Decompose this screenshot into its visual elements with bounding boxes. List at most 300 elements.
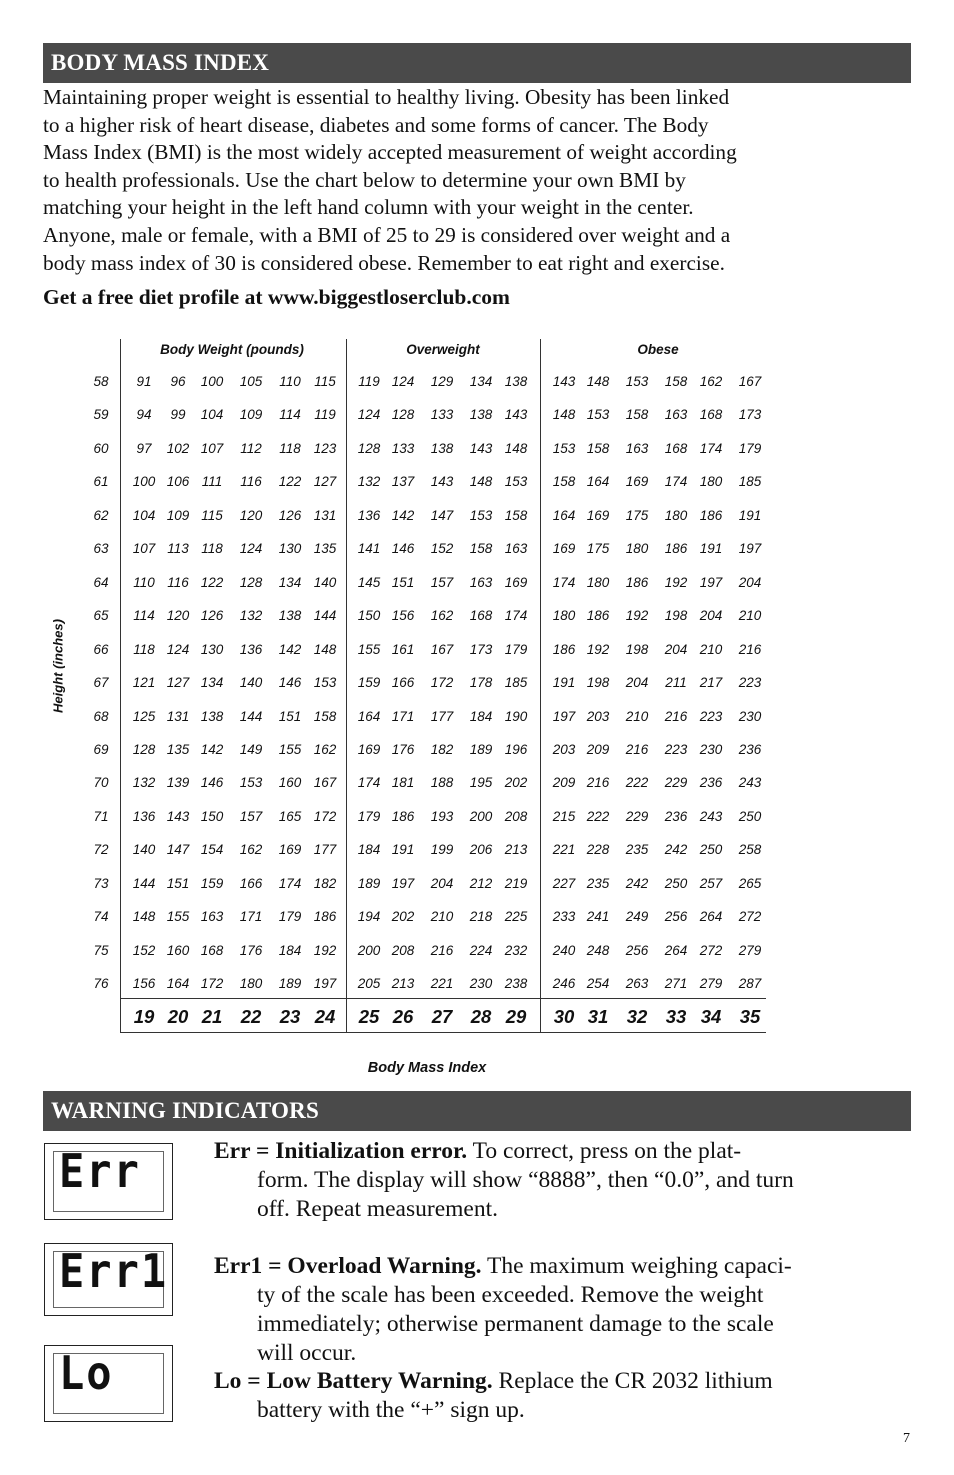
weight-cell: 152 bbox=[430, 541, 454, 556]
weight-cell: 186 bbox=[625, 575, 649, 590]
weight-cell: 200 bbox=[357, 943, 381, 958]
weight-cell: 142 bbox=[200, 742, 224, 757]
weight-cell: 138 bbox=[278, 608, 302, 623]
weight-cell: 143 bbox=[166, 809, 190, 824]
warning-desc: To correct, press on the plat- bbox=[467, 1138, 742, 1164]
weight-cell: 217 bbox=[699, 675, 723, 690]
weight-cell: 111 bbox=[201, 474, 223, 489]
weight-cell: 227 bbox=[552, 876, 576, 891]
weight-cell: 120 bbox=[166, 608, 190, 623]
height-cell: 66 bbox=[93, 642, 109, 657]
weight-cell: 168 bbox=[699, 407, 723, 422]
weight-cell: 182 bbox=[430, 742, 454, 757]
weight-cell: 128 bbox=[357, 441, 381, 456]
weight-cell: 131 bbox=[166, 709, 190, 724]
weight-cell: 102 bbox=[166, 441, 190, 456]
weight-cell: 140 bbox=[313, 575, 337, 590]
weight-cell: 161 bbox=[391, 642, 415, 657]
weight-cell: 235 bbox=[625, 842, 649, 857]
weight-cell: 136 bbox=[132, 809, 156, 824]
bmi-value: 19 bbox=[133, 1006, 155, 1027]
weight-cell: 216 bbox=[738, 642, 762, 657]
weight-cell: 113 bbox=[167, 541, 189, 556]
weight-cell: 110 bbox=[279, 374, 301, 389]
weight-cell: 154 bbox=[200, 842, 224, 857]
weight-cell: 147 bbox=[430, 508, 454, 523]
weight-cell: 91 bbox=[136, 374, 152, 389]
weight-cell: 265 bbox=[738, 876, 762, 891]
weight-cell: 153 bbox=[625, 374, 649, 389]
weight-cell: 263 bbox=[625, 976, 649, 991]
weight-cell: 279 bbox=[699, 976, 723, 991]
weight-cell: 157 bbox=[239, 809, 263, 824]
weight-cell: 188 bbox=[430, 775, 454, 790]
weight-cell: 174 bbox=[357, 775, 381, 790]
warning-desc-line: will occur. bbox=[257, 1340, 357, 1366]
weight-cell: 128 bbox=[239, 575, 263, 590]
weight-cell: 203 bbox=[552, 742, 576, 757]
weight-cell: 97 bbox=[136, 441, 152, 456]
weight-cell: 240 bbox=[552, 943, 576, 958]
weight-cell: 158 bbox=[313, 709, 337, 724]
warning-err1 bbox=[214, 1252, 792, 1368]
weight-cell: 168 bbox=[200, 943, 224, 958]
weight-cell: 209 bbox=[586, 742, 610, 757]
warning-desc-line: ty of the scale has been exceeded. Remove the weight bbox=[257, 1282, 764, 1308]
weight-cell: 230 bbox=[469, 976, 493, 991]
bmi-value: 27 bbox=[431, 1006, 453, 1027]
weight-cell: 140 bbox=[132, 842, 156, 857]
weight-cell: 243 bbox=[699, 809, 723, 824]
weight-cell: 180 bbox=[664, 508, 688, 523]
weight-cell: 223 bbox=[699, 709, 723, 724]
weight-cell: 184 bbox=[357, 842, 381, 857]
weight-cell: 198 bbox=[664, 608, 688, 623]
weight-cell: 151 bbox=[278, 709, 302, 724]
weight-cell: 204 bbox=[699, 608, 723, 623]
weight-cell: 134 bbox=[469, 374, 493, 389]
weight-cell: 162 bbox=[239, 842, 263, 857]
height-cell: 68 bbox=[93, 709, 109, 724]
weight-cell: 153 bbox=[586, 407, 610, 422]
weight-cell: 236 bbox=[664, 809, 688, 824]
weight-cell: 138 bbox=[200, 709, 224, 724]
height-cell: 61 bbox=[93, 474, 109, 489]
weight-cell: 145 bbox=[357, 575, 381, 590]
weight-cell: 173 bbox=[738, 407, 762, 422]
weight-cell: 208 bbox=[504, 809, 528, 824]
weight-cell: 257 bbox=[699, 876, 723, 891]
weight-cell: 156 bbox=[391, 608, 415, 623]
weight-cell: 197 bbox=[738, 541, 762, 556]
weight-cell: 250 bbox=[664, 876, 688, 891]
weight-cell: 213 bbox=[391, 976, 415, 991]
weight-cell: 140 bbox=[239, 675, 263, 690]
weight-cell: 179 bbox=[357, 809, 381, 824]
weight-cell: 174 bbox=[278, 876, 302, 891]
weight-cell: 181 bbox=[391, 775, 415, 790]
weight-cell: 197 bbox=[313, 976, 337, 991]
weight-cell: 158 bbox=[469, 541, 493, 556]
weight-cell: 167 bbox=[313, 775, 337, 790]
weight-cell: 230 bbox=[738, 709, 762, 724]
group-label-overweight: Overweight bbox=[406, 342, 480, 357]
weight-cell: 163 bbox=[200, 909, 224, 924]
warning-term: Err = Initialization error. bbox=[214, 1138, 468, 1164]
weight-cell: 224 bbox=[469, 943, 493, 958]
height-cell: 63 bbox=[93, 541, 109, 556]
weight-cell: 180 bbox=[625, 541, 649, 556]
intro-line: Mass Index (BMI) is the most widely accepted measurement of weight according bbox=[43, 140, 737, 165]
warning-err bbox=[214, 1137, 794, 1224]
height-cell: 75 bbox=[93, 943, 109, 958]
height-cell: 71 bbox=[93, 809, 109, 824]
weight-cell: 210 bbox=[738, 608, 762, 623]
section-title-warnings: WARNING INDICATORS bbox=[43, 1091, 911, 1131]
weight-cell: 172 bbox=[313, 809, 337, 824]
weight-cell: 243 bbox=[738, 775, 762, 790]
weight-cell: 169 bbox=[552, 541, 576, 556]
weight-cell: 160 bbox=[166, 943, 190, 958]
weight-cell: 229 bbox=[664, 775, 688, 790]
weight-cell: 191 bbox=[552, 675, 576, 690]
weight-cell: 153 bbox=[313, 675, 337, 690]
weight-cell: 223 bbox=[738, 675, 762, 690]
bmi-value: 34 bbox=[700, 1006, 722, 1027]
weight-cell: 130 bbox=[278, 541, 302, 556]
weight-cell: 225 bbox=[504, 909, 528, 924]
weight-cell: 272 bbox=[738, 909, 762, 924]
bmi-value: 20 bbox=[167, 1006, 189, 1027]
weight-cell: 228 bbox=[586, 842, 610, 857]
weight-cell: 258 bbox=[738, 842, 762, 857]
weight-cell: 116 bbox=[240, 474, 262, 489]
weight-cell: 213 bbox=[504, 842, 528, 857]
weight-cell: 189 bbox=[469, 742, 493, 757]
weight-cell: 162 bbox=[699, 374, 723, 389]
weight-cell: 195 bbox=[469, 775, 493, 790]
weight-cell: 171 bbox=[391, 709, 415, 724]
weight-cell: 246 bbox=[552, 976, 576, 991]
weight-cell: 155 bbox=[278, 742, 302, 757]
weight-cell: 271 bbox=[664, 976, 688, 991]
warning-term: Lo = Low Battery Warning. bbox=[214, 1368, 493, 1394]
weight-cell: 177 bbox=[430, 709, 454, 724]
weight-cell: 144 bbox=[132, 876, 156, 891]
weight-cell: 118 bbox=[133, 642, 155, 657]
weight-cell: 138 bbox=[430, 441, 454, 456]
weight-cell: 165 bbox=[278, 809, 302, 824]
weight-cell: 192 bbox=[313, 943, 337, 958]
weight-cell: 134 bbox=[200, 675, 224, 690]
weight-cell: 148 bbox=[469, 474, 493, 489]
weight-cell: 158 bbox=[625, 407, 649, 422]
weight-cell: 186 bbox=[391, 809, 415, 824]
height-cell: 70 bbox=[93, 775, 109, 790]
weight-cell: 130 bbox=[200, 642, 224, 657]
intro-line: Maintaining proper weight is essential to healthy living. Obesity has been linked bbox=[43, 85, 730, 109]
weight-cell: 172 bbox=[430, 675, 454, 690]
weight-cell: 215 bbox=[552, 809, 576, 824]
weight-cell: 189 bbox=[357, 876, 381, 891]
weight-cell: 105 bbox=[239, 374, 263, 389]
weight-cell: 112 bbox=[240, 441, 262, 456]
lcd-err-text: Err bbox=[59, 1144, 141, 1198]
weight-cell: 186 bbox=[552, 642, 576, 657]
weight-cell: 192 bbox=[664, 575, 688, 590]
weight-cell: 175 bbox=[625, 508, 649, 523]
weight-cell: 186 bbox=[699, 508, 723, 523]
weight-cell: 155 bbox=[357, 642, 381, 657]
weight-cell: 149 bbox=[239, 742, 263, 757]
weight-cell: 158 bbox=[504, 508, 528, 523]
weight-cell: 205 bbox=[357, 976, 381, 991]
bmi-value: 35 bbox=[739, 1006, 761, 1027]
diet-profile-tagline: Get a free diet profile at www.biggestloserclub.com bbox=[43, 285, 510, 309]
bmi-value: 25 bbox=[358, 1006, 380, 1027]
weight-cell: 169 bbox=[504, 575, 528, 590]
weight-cell: 138 bbox=[469, 407, 493, 422]
weight-cell: 216 bbox=[586, 775, 610, 790]
weight-cell: 168 bbox=[469, 608, 493, 623]
weight-cell: 162 bbox=[430, 608, 454, 623]
weight-cell: 110 bbox=[133, 575, 155, 590]
bmi-value: 29 bbox=[505, 1006, 527, 1027]
weight-cell: 166 bbox=[239, 876, 263, 891]
weight-cell: 186 bbox=[664, 541, 688, 556]
weight-cell: 148 bbox=[504, 441, 528, 456]
bmi-value: 22 bbox=[240, 1006, 262, 1027]
intro-paragraph bbox=[43, 84, 923, 277]
weight-cell: 191 bbox=[699, 541, 723, 556]
intro-line: to health professionals. Use the chart below to determine your own BMI by bbox=[43, 167, 686, 192]
weight-cell: 180 bbox=[699, 474, 723, 489]
height-cell: 74 bbox=[93, 909, 109, 924]
weight-cell: 150 bbox=[200, 809, 224, 824]
weight-cell: 126 bbox=[200, 608, 224, 623]
weight-cell: 233 bbox=[552, 909, 576, 924]
weight-cell: 133 bbox=[391, 441, 415, 456]
weight-cell: 180 bbox=[552, 608, 576, 623]
weight-cell: 104 bbox=[132, 508, 156, 523]
weight-cell: 232 bbox=[504, 943, 528, 958]
weight-cell: 179 bbox=[278, 909, 302, 924]
weight-cell: 186 bbox=[586, 608, 610, 623]
weight-cell: 158 bbox=[664, 374, 688, 389]
height-cell: 72 bbox=[93, 842, 109, 857]
weight-cell: 168 bbox=[664, 441, 688, 456]
weight-cell: 119 bbox=[314, 407, 336, 422]
weight-cell: 96 bbox=[170, 374, 186, 389]
weight-cell: 153 bbox=[504, 474, 528, 489]
bmi-value: 30 bbox=[553, 1006, 575, 1027]
weight-cell: 185 bbox=[738, 474, 762, 489]
weight-cell: 124 bbox=[166, 642, 190, 657]
weight-cell: 143 bbox=[430, 474, 454, 489]
weight-cell: 115 bbox=[201, 508, 223, 523]
weight-cell: 118 bbox=[279, 441, 301, 456]
weight-cell: 163 bbox=[504, 541, 528, 556]
height-cell: 73 bbox=[93, 876, 109, 891]
intro-line: to a higher risk of heart disease, diabetes and some forms of cancer. The Body bbox=[43, 112, 709, 137]
warning-desc: Replace the CR 2032 lithium bbox=[492, 1368, 773, 1394]
warning-desc: The maximum weighing capaci- bbox=[481, 1253, 792, 1279]
weight-cell: 176 bbox=[239, 943, 263, 958]
weight-cell: 236 bbox=[699, 775, 723, 790]
weight-cell: 264 bbox=[699, 909, 723, 924]
weight-cell: 179 bbox=[504, 642, 528, 657]
weight-cell: 153 bbox=[552, 441, 576, 456]
weight-cell: 136 bbox=[357, 508, 381, 523]
weight-cell: 173 bbox=[469, 642, 493, 657]
weight-cell: 153 bbox=[469, 508, 493, 523]
weight-cell: 222 bbox=[625, 775, 649, 790]
warning-desc-line: off. Repeat measurement. bbox=[257, 1196, 499, 1222]
weight-cell: 94 bbox=[136, 407, 152, 422]
weight-cell: 242 bbox=[664, 842, 688, 857]
weight-cell: 158 bbox=[586, 441, 610, 456]
weight-cell: 250 bbox=[738, 809, 762, 824]
weight-cell: 120 bbox=[239, 508, 263, 523]
weight-cell: 250 bbox=[699, 842, 723, 857]
weight-cell: 163 bbox=[469, 575, 493, 590]
weight-cell: 148 bbox=[313, 642, 337, 657]
weight-cell: 131 bbox=[313, 508, 337, 523]
page-number: 7 bbox=[903, 1431, 910, 1446]
weight-cell: 156 bbox=[132, 976, 156, 991]
weight-cell: 121 bbox=[132, 675, 156, 690]
weight-cell: 136 bbox=[239, 642, 263, 657]
weight-cell: 126 bbox=[278, 508, 302, 523]
weight-cell: 118 bbox=[201, 541, 223, 556]
weight-cell: 248 bbox=[586, 943, 610, 958]
weight-cell: 107 bbox=[200, 441, 224, 456]
weight-cell: 159 bbox=[357, 675, 381, 690]
weight-cell: 185 bbox=[504, 675, 528, 690]
weight-cell: 137 bbox=[391, 474, 415, 489]
weight-cell: 155 bbox=[166, 909, 190, 924]
weight-cell: 184 bbox=[469, 709, 493, 724]
weight-cell: 109 bbox=[166, 508, 190, 523]
table-group-divider bbox=[540, 339, 541, 1033]
weight-cell: 197 bbox=[391, 876, 415, 891]
weight-cell: 254 bbox=[586, 976, 610, 991]
weight-cell: 109 bbox=[239, 407, 263, 422]
weight-cell: 135 bbox=[166, 742, 190, 757]
weight-cell: 104 bbox=[200, 407, 224, 422]
weight-cell: 151 bbox=[391, 575, 415, 590]
weight-cell: 164 bbox=[166, 976, 190, 991]
weight-cell: 219 bbox=[504, 876, 528, 891]
weight-cell: 242 bbox=[625, 876, 649, 891]
height-cell: 59 bbox=[93, 407, 109, 422]
table-left-rule bbox=[120, 339, 121, 1033]
weight-cell: 196 bbox=[504, 742, 528, 757]
bmi-value: 23 bbox=[279, 1006, 301, 1027]
weight-cell: 235 bbox=[586, 876, 610, 891]
weight-cell: 169 bbox=[278, 842, 302, 857]
weight-cell: 216 bbox=[664, 709, 688, 724]
weight-cell: 178 bbox=[469, 675, 493, 690]
lcd-err1-icon bbox=[44, 1243, 173, 1316]
weight-cell: 230 bbox=[699, 742, 723, 757]
weight-cell: 123 bbox=[313, 441, 337, 456]
weight-cell: 171 bbox=[239, 909, 263, 924]
weight-cell: 221 bbox=[552, 842, 576, 857]
weight-cell: 124 bbox=[357, 407, 381, 422]
weight-cell: 174 bbox=[552, 575, 576, 590]
bmi-value: 32 bbox=[626, 1006, 648, 1027]
weight-cell: 148 bbox=[586, 374, 610, 389]
weight-cell: 175 bbox=[586, 541, 610, 556]
section-title-bmi: BODY MASS INDEX bbox=[43, 43, 911, 83]
weight-cell: 221 bbox=[430, 976, 454, 991]
weight-cell: 204 bbox=[625, 675, 649, 690]
weight-cell: 133 bbox=[430, 407, 454, 422]
weight-cell: 229 bbox=[625, 809, 649, 824]
height-cell: 67 bbox=[93, 675, 109, 690]
weight-cell: 184 bbox=[278, 943, 302, 958]
lcd-lo-icon bbox=[44, 1345, 173, 1422]
weight-cell: 146 bbox=[278, 675, 302, 690]
weight-cell: 125 bbox=[132, 709, 156, 724]
weight-cell: 164 bbox=[586, 474, 610, 489]
height-cell: 69 bbox=[93, 742, 109, 757]
weight-cell: 139 bbox=[166, 775, 190, 790]
weight-cell: 151 bbox=[166, 876, 190, 891]
weight-cell: 199 bbox=[430, 842, 454, 857]
weight-cell: 163 bbox=[664, 407, 688, 422]
weight-cell: 206 bbox=[469, 842, 493, 857]
warning-term: Err1 = Overload Warning. bbox=[214, 1253, 482, 1279]
table-group-divider bbox=[346, 339, 347, 1033]
weight-cell: 210 bbox=[430, 909, 454, 924]
weight-cell: 158 bbox=[552, 474, 576, 489]
weight-cell: 148 bbox=[132, 909, 156, 924]
intro-line: Anyone, male or female, with a BMI of 25 to 29 is considered over weight and a bbox=[43, 222, 731, 247]
weight-cell: 194 bbox=[357, 909, 381, 924]
weight-cell: 210 bbox=[625, 709, 649, 724]
weight-cell: 192 bbox=[625, 608, 649, 623]
warning-desc-line: form. The display will show “8888”, then “0.0”, and turn bbox=[257, 1167, 794, 1193]
weight-cell: 146 bbox=[200, 775, 224, 790]
weight-cell: 238 bbox=[504, 976, 528, 991]
bmi-value: 26 bbox=[392, 1006, 414, 1027]
weight-cell: 163 bbox=[625, 441, 649, 456]
height-cell: 76 bbox=[93, 976, 109, 991]
weight-cell: 216 bbox=[625, 742, 649, 757]
weight-cell: 190 bbox=[504, 709, 528, 724]
weight-cell: 191 bbox=[391, 842, 415, 857]
weight-cell: 128 bbox=[132, 742, 156, 757]
weight-cell: 115 bbox=[314, 374, 336, 389]
weight-cell: 122 bbox=[278, 474, 302, 489]
weight-cell: 212 bbox=[469, 876, 493, 891]
weight-cell: 198 bbox=[625, 642, 649, 657]
weight-cell: 204 bbox=[664, 642, 688, 657]
weight-cell: 132 bbox=[357, 474, 381, 489]
bmi-axis-label: Body Mass Index bbox=[367, 1060, 487, 1076]
weight-cell: 179 bbox=[738, 441, 762, 456]
weight-cell: 135 bbox=[313, 541, 337, 556]
weight-cell: 279 bbox=[738, 943, 762, 958]
bmi-value: 33 bbox=[665, 1006, 687, 1027]
weight-cell: 169 bbox=[586, 508, 610, 523]
weight-cell: 180 bbox=[239, 976, 263, 991]
weight-cell: 198 bbox=[586, 675, 610, 690]
weight-cell: 132 bbox=[132, 775, 156, 790]
weight-cell: 148 bbox=[552, 407, 576, 422]
